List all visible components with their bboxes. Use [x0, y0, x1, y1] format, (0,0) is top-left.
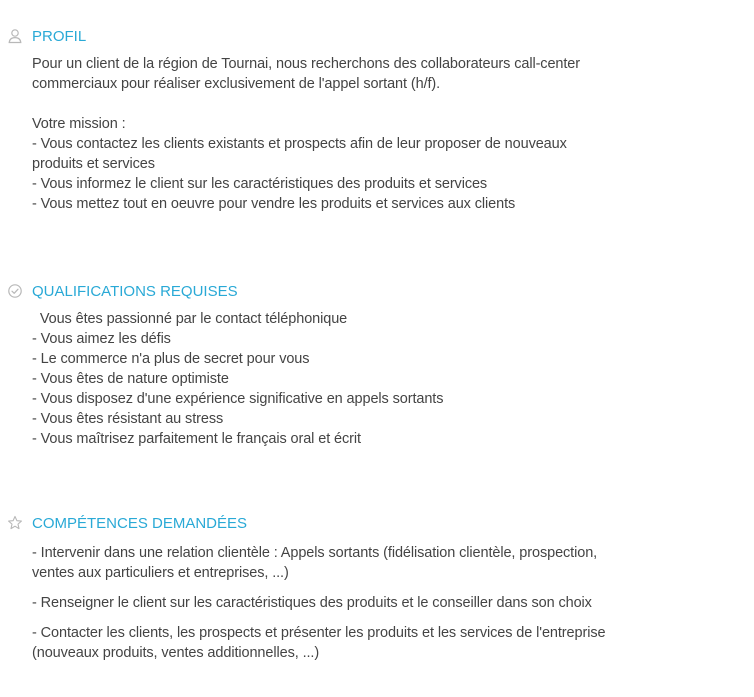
user-icon — [6, 27, 24, 45]
profil-line: Votre mission : — [32, 116, 126, 132]
qualification-item: Vous êtes passionné par le contact téléphonique — [32, 311, 348, 327]
qualifications-body — [32, 309, 746, 449]
qualification-item: - Vous êtes résistant au stress — [32, 411, 224, 427]
profil-line: - Vous mettez tout en oeuvre pour vendre les produits et services aux clients — [32, 196, 516, 212]
competences-title: COMPÉTENCES DEMANDÉES — [32, 514, 248, 532]
qualifications-title: QUALIFICATIONS REQUISES — [32, 282, 238, 300]
profil-line: produits et services — [32, 156, 155, 172]
competence-line: - Intervenir dans une relation clientèle : Appels sortants (fidélisation clientèle, prospection, — [32, 545, 598, 561]
profil-title: PROFIL — [32, 27, 87, 45]
profil-line: commerciaux pour réaliser exclusivement de l'appel sortant (h/f). — [32, 76, 441, 92]
qualification-item: - Vous êtes de nature optimiste — [32, 371, 229, 387]
competences-body — [32, 543, 746, 663]
qualification-item: - Le commerce n'a plus de secret pour vous — [32, 351, 310, 367]
competence-paragraph — [32, 623, 746, 663]
qualification-item: - Vous disposez d'une expérience significative en appels sortants — [32, 391, 444, 407]
competence-paragraph — [32, 593, 746, 613]
qualification-item: - Vous maîtrisez parfaitement le français oral et écrit — [32, 431, 361, 447]
profil-line: Pour un client de la région de Tournai, nous recherchons des collaborateurs call-center — [32, 56, 581, 72]
competences-section — [6, 513, 746, 673]
profil-section — [6, 26, 746, 214]
competences-header — [6, 513, 746, 533]
competence-paragraph — [32, 543, 746, 583]
competence-line: (nouveaux produits, ventes additionnelles, ...) — [32, 645, 320, 661]
competence-line: - Renseigner le client sur les caractéristiques des produits et le conseiller dans son choix — [32, 595, 592, 611]
profil-line: - Vous contactez les clients existants et prospects afin de leur proposer de nouveaux — [32, 136, 567, 152]
qualifications-header — [6, 281, 746, 301]
star-icon — [6, 514, 24, 532]
profil-line: - Vous informez le client sur les caractéristiques des produits et services — [32, 176, 488, 192]
competence-line: - Contacter les clients, les prospects et présenter les produits et les services de l'entreprise — [32, 625, 606, 641]
profil-blank-line — [32, 94, 746, 114]
competence-line: ventes aux particuliers et entreprises, ...) — [32, 565, 289, 581]
profil-body — [32, 54, 746, 214]
qualification-item: - Vous aimez les défis — [32, 331, 171, 347]
check-circle-icon — [6, 282, 24, 300]
profil-header — [6, 26, 746, 46]
qualifications-section — [6, 281, 746, 449]
